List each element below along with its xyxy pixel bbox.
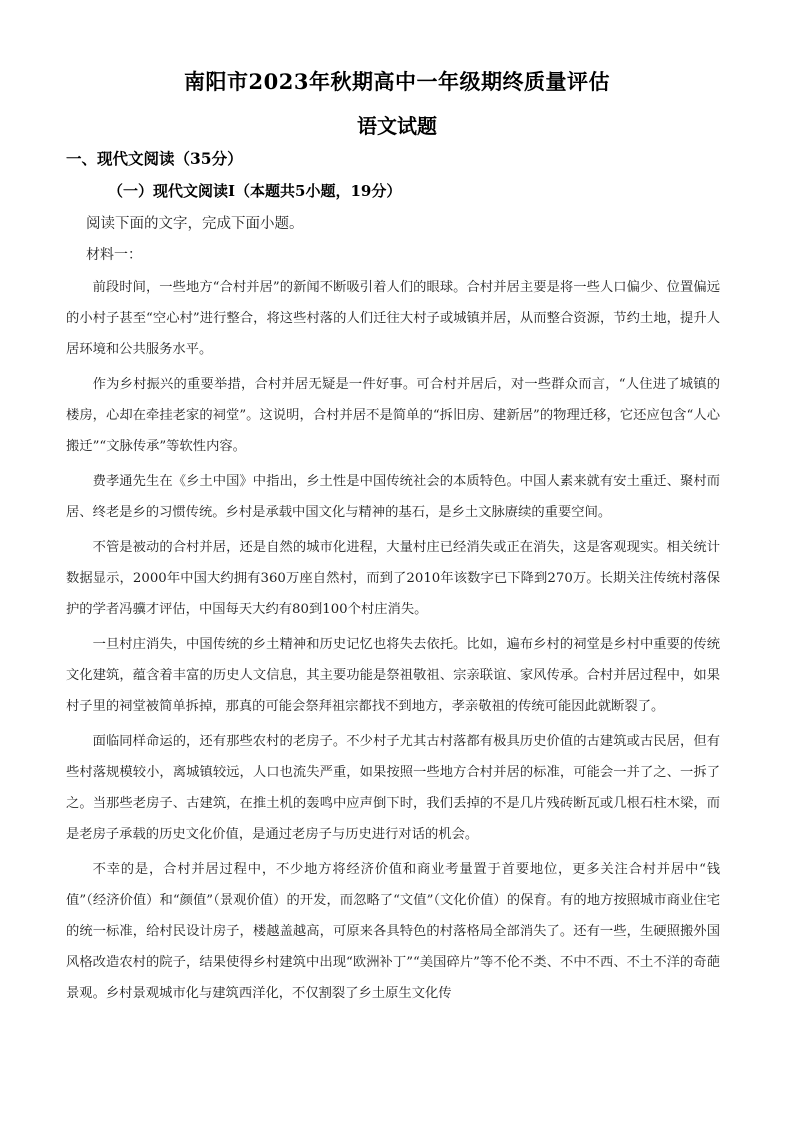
passage-paragraph: 前段时间，一些地方“合村并居”的新闻不断吸引着人们的眼球。合村并居主要是将一些人口偏少、位置偏远的小村子甚至“空心村”进行整合，将这些村落的人们迁往大村子或城镇并居，从而整合资源，节约土地，提升人居环境和公共服务水平。 bbox=[66, 280, 720, 357]
passage-body bbox=[66, 272, 720, 1013]
subsection-heading: （一）现代文阅读Ⅰ（本题共5小题，19分） bbox=[108, 182, 402, 200]
exam-title: 南阳市2023年秋期高中一年级期终质量评估 bbox=[184, 69, 610, 94]
passage-paragraph: 不管是被动的合村并居，还是自然的城市化进程，大量村庄已经消失或正在消失，这是客观现实。相关统计数据显示，2000年中国大约拥有360万座自然村，而到了2010年该数字已下降到270万。长期关注传统村落保护的学者冯骥才评估，中国每天大约有80到100个村庄消失。 bbox=[66, 540, 720, 617]
section-heading: 一、现代文阅读（35分） bbox=[66, 149, 243, 168]
passage-paragraph: 面临同样命运的，还有那些农村的老房子。不少村子尤其古村落都有极具历史价值的古建筑或古民居，但有些村落规模较小，离城镇较远，人口也流失严重，如果按照一些地方合村并居的标准，可能会一并了之、一拆了之。当那些老房子、古建筑，在推土机的轰鸣中应声倒下时，我们丢掉的不是几片残砖断瓦或几根石柱木梁，而是老房子承载的历史文化价值，是通过老房子与历史进行对话的机会。 bbox=[66, 734, 720, 842]
reading-instruction: 阅读下面的文字，完成下面小题。 bbox=[86, 216, 304, 232]
passage-paragraph: 作为乡村振兴的重要举措，合村并居无疑是一件好事。可合村并居后，对一些群众而言，“人住进了城镇的楼房，心却在牵挂老家的祠堂”。这说明，合村并居不是简单的“拆旧房、建新居”的物理迁移，它还应包含“人心搬迁”“文脉传承”等软性内容。 bbox=[66, 377, 720, 454]
passage-paragraph: 不幸的是，合村并居过程中，不少地方将经济价值和商业考量置于首要地位，更多关注合村并居中“钱值”（经济价值）和“颜值”（景观价值）的开发，而忽略了“文值”（文化价值）的保育。有的地方按照城市商业住宅的统一标准，给村民设计房子，楼越盖越高，可原来各具特色的村落格局全部消失了。还有一些，生硬照搬外国风格改造农村的院子，结果使得乡村建筑中出现“欧洲补丁”“美国碎片”等不伦不类、不中不西、不土不洋的奇葩景观。乡村景观城市化与建筑西洋化，不仅割裂了乡土原生文化传 bbox=[66, 862, 720, 1001]
passage-paragraph: 一旦村庄消失，中国传统的乡土精神和历史记忆也将失去依托。比如，遍布乡村的祠堂是乡村中重要的传统文化建筑，蕴含着丰富的历史人文信息，其主要功能是祭祖敬祖、宗亲联谊、家风传承。合村并居过程中，如果村子里的祠堂被简单拆掉，那真的可能会祭拜祖宗都找不到地方，孝亲敬祖的传统可能因此就断裂了。 bbox=[66, 637, 720, 714]
material-label: 材料一： bbox=[86, 247, 142, 263]
exam-subtitle: 语文试题 bbox=[357, 114, 437, 138]
passage-paragraph: 费孝通先生在《乡土中国》中指出，乡土性是中国传统社会的本质特色。中国人素来就有安土重迁、聚村而居、终老是乡的习惯传统。乡村是承载中国文化与精神的基石，是乡土文脉赓续的重要空间。 bbox=[66, 474, 720, 520]
